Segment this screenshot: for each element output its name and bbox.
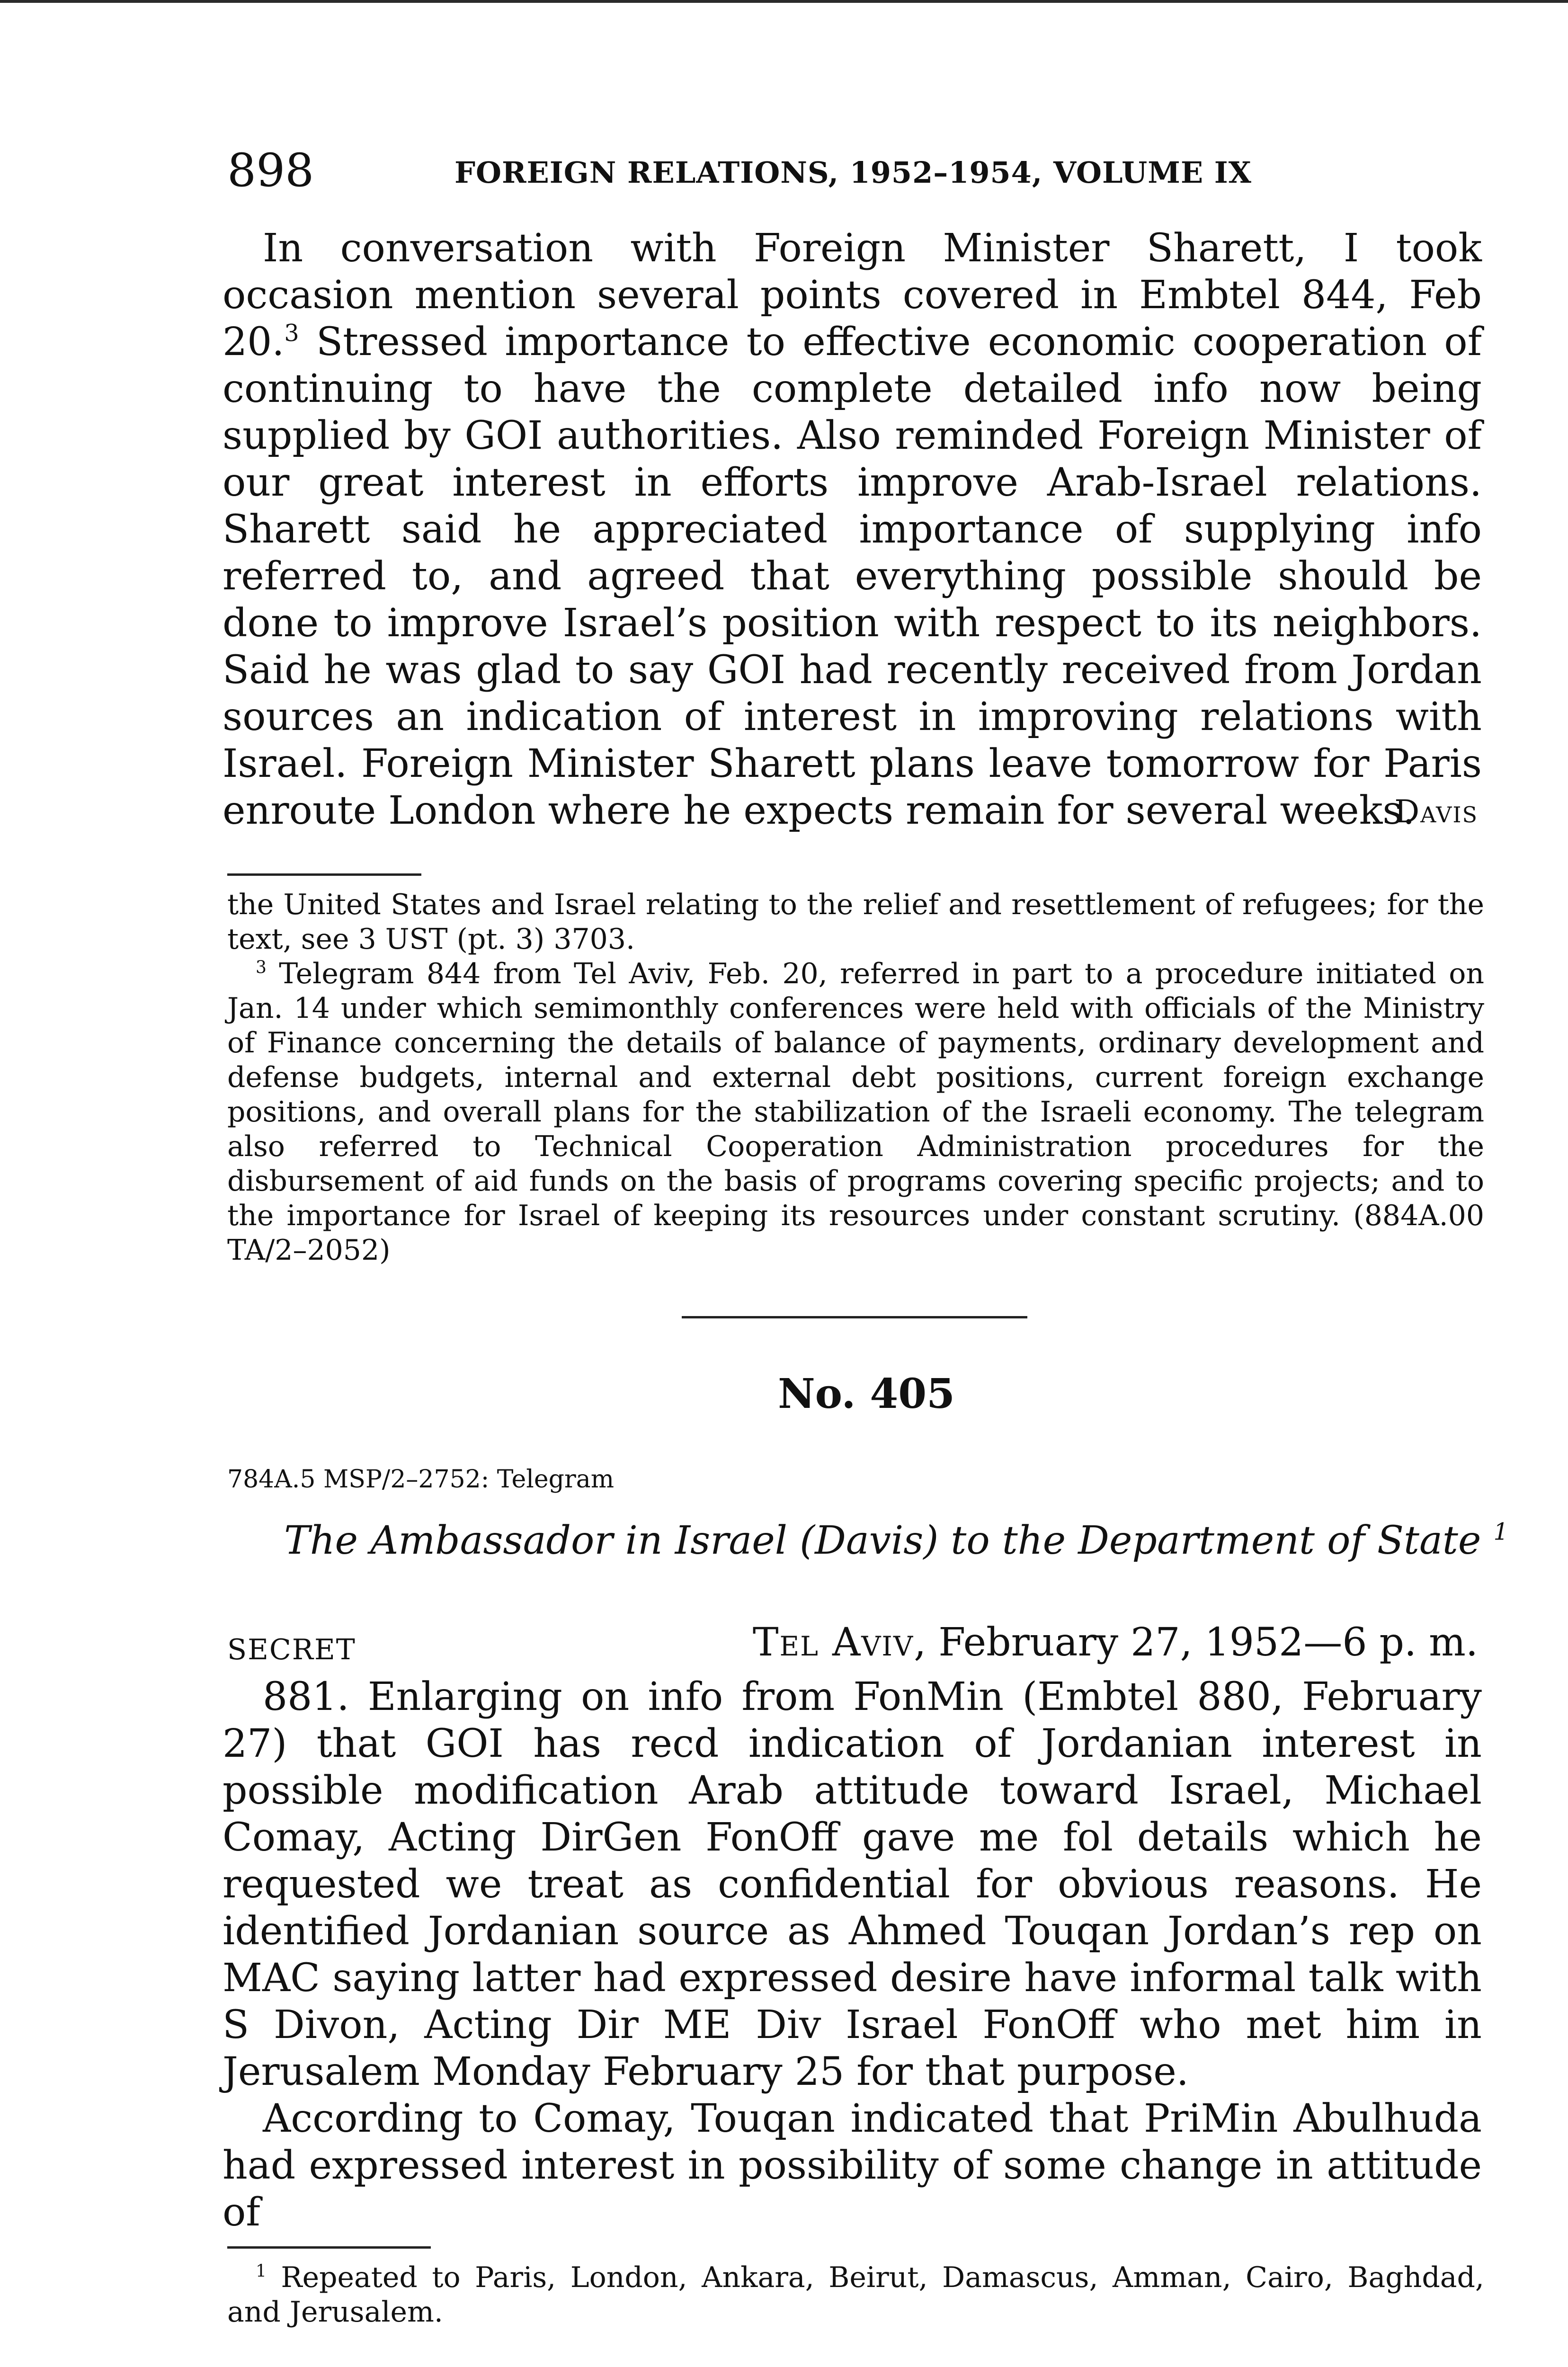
document-paragraph-2: According to Comay, Touqan indicated that PriMin Abulhuda had expressed interest in possibility of some change in attitude of — [223, 2096, 1482, 2235]
page-top-edge — [0, 0, 1568, 3]
footnotes-top — [227, 888, 1484, 1268]
page-header — [227, 144, 1482, 196]
footnotes-bottom — [227, 2260, 1484, 2330]
previous-document-body — [223, 225, 1482, 834]
previous-document-paragraph: In conversation with Foreign Minister Sharett, I took occasion mention several points covered in Embtel 844, Feb 20.$^3$ Stressed importance to effective economic cooperation of continuing to have the complete detailed info now being supplied by GOI authorities. Also reminded Foreign Minister of our great interest in efforts improve Arab-Israel relations. Sharett said he appreciated importance of supplying info referred to, and agreed that everything possible should be done to improve Israel’s position with respect to its neighbors. Said he was glad to say GOI had recently received from Jordan sources an indication of interest in improving relations with Israel. Foreign Minister Sharett plans leave tomorrow for Paris enroute London where he expects remain for several weeks. — [223, 226, 1482, 833]
footnote-ref-3: 3 — [284, 319, 299, 347]
signature: Davis — [1394, 793, 1478, 830]
footnote-1: $^1$ Repeated to Paris, London, Ankara, Beirut, Damascus, Amman, Cairo, Baghdad, and Jerusalem. — [227, 2261, 1484, 2329]
document-number: No. 405 — [778, 1370, 955, 1418]
page-number: 898 — [227, 144, 314, 197]
dateline-date: , February 27, 1952—6 p. m. — [914, 1620, 1478, 1665]
dateline — [753, 1619, 1478, 1666]
footnote-rule-bottom — [227, 2246, 431, 2249]
title-footnote-ref: 1 — [1493, 1518, 1508, 1546]
document-title: The Ambassador in Israel (Davis) to the Department of State $^1$ — [284, 1518, 1508, 1563]
classification-label: SECRET — [227, 1633, 356, 1666]
running-head: FOREIGN RELATIONS, 1952–1954, VOLUME IX — [454, 155, 1252, 190]
footnote-continued: the United States and Israel relating to the relief and resettlement of refugees; for the text, see 3 UST (pt. 3) 3703. — [227, 888, 1484, 956]
file-reference: 784A.5 MSP/2–2752: Telegram — [227, 1465, 615, 1494]
document-body — [223, 1673, 1482, 2236]
dateline-place: Tel Aviv — [752, 1620, 914, 1665]
document-separator-rule — [682, 1316, 1027, 1318]
footnote-3: $^3$ Telegram 844 from Tel Aviv, Feb. 20, referred in part to a procedure initiated on Jan. 14 under which semimonthly conferences were held with officials of the Ministry of Finance concerning the details of balance of payments, ordinary development and defense budgets, internal and external debt positions, current foreign exchange positions, and overall plans for the stabilization of the Israeli economy. The telegram also referred to Technical Cooperation Administration procedures for the disbursement of aid funds on the basis of programs covering specific projects; and to the importance for Israel of keeping its resources under constant scrutiny. (884A.00 TA/2–2052) — [227, 957, 1484, 1267]
document-paragraph-1: 881. Enlarging on info from FonMin (Embtel 880, February 27) that GOI has recd indication of Jordanian interest in possible modification Arab attitude toward Israel, Michael Comay, Acting DirGen FonOff gave me fol details which he requested we treat as confidential for obvious reasons. He identified Jordanian source as Ahmed Touqan Jordan’s rep on MAC saying latter had expressed desire have informal talk with S Divon, Acting Dir ME Div Israel FonOff who met him in Jerusalem Monday February 25 for that purpose. — [223, 1674, 1482, 2094]
footnote-rule-top — [227, 873, 421, 876]
